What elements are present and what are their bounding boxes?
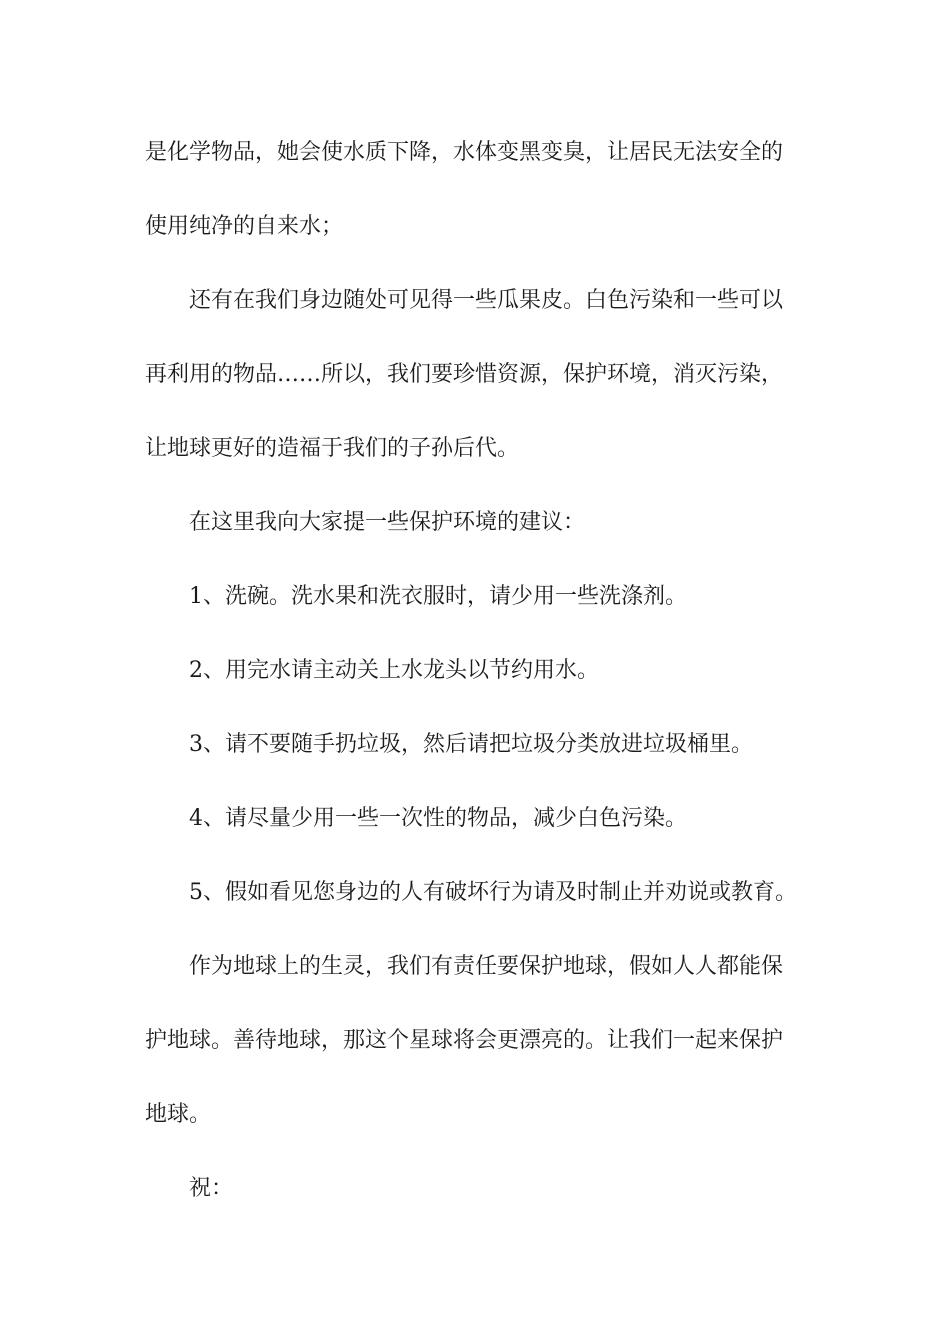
document-body xyxy=(145,116,810,1226)
text-line-1: 是化学物品，她会使水质下降，水体变黑变臭，让居民无法安全的 xyxy=(145,140,784,165)
list-item-1: 1、洗碗。洗水果和洗衣服时，请少用一些洗涤剂。 xyxy=(189,584,687,609)
list-item-4: 4、请尽量少用一些一次性的物品，减少白色污染。 xyxy=(189,806,687,831)
text-line-12: 作为地球上的生灵，我们有责任要保护地球，假如人人都能保 xyxy=(189,954,784,979)
text-line-14: 地球。 xyxy=(145,1102,212,1127)
text-line-13: 护地球。善待地球，那这个星球将会更漂亮的。让我们一起来保护 xyxy=(145,1028,784,1053)
text-line-4: 再利用的物品……所以，我们要珍惜资源，保护环境，消灭污染， xyxy=(145,362,784,387)
text-line-2: 使用纯净的自来水； xyxy=(145,214,344,239)
text-line-5: 让地球更好的造福于我们的子孙后代。 xyxy=(145,436,520,461)
text-line-3: 还有在我们身边随处可见得一些瓜果皮。白色污染和一些可以 xyxy=(189,288,784,313)
list-item-5: 5、假如看见您身边的人有破坏行为请及时制止并劝说或教育。 xyxy=(189,880,797,905)
text-line-6: 在这里我向大家提一些保护环境的建议： xyxy=(189,510,586,535)
closing-line: 祝： xyxy=(189,1176,234,1201)
list-item-3: 3、请不要随手扔垃圾，然后请把垃圾分类放进垃圾桶里。 xyxy=(189,732,753,757)
list-item-2: 2、用完水请主动关上水龙头以节约用水。 xyxy=(189,658,599,683)
